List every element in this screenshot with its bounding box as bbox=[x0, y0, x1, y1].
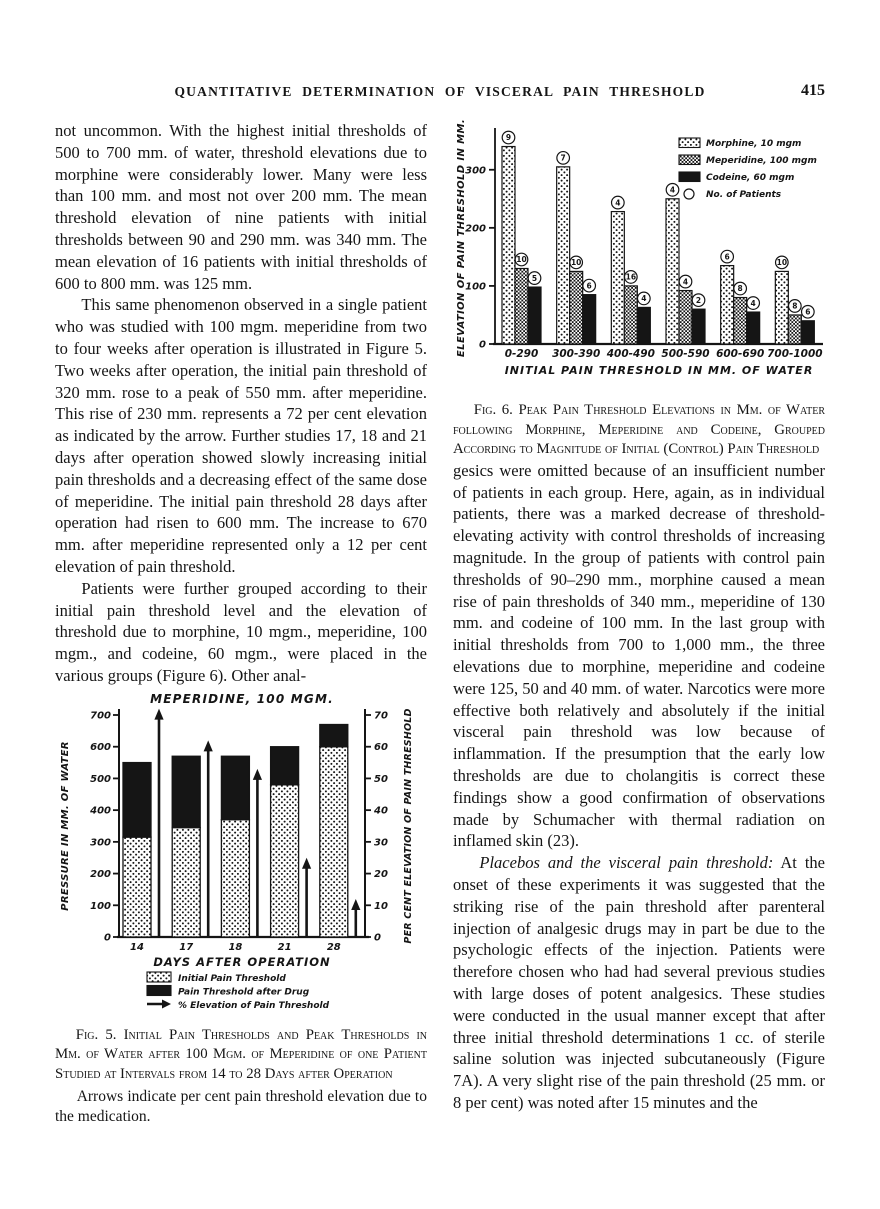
bar-threshold-after-drug bbox=[172, 756, 200, 827]
left-tick-label: 200 bbox=[90, 868, 111, 880]
right-tick-label: 50 bbox=[374, 773, 388, 785]
bar-meperidine bbox=[788, 315, 801, 344]
x-tick-label: 18 bbox=[228, 941, 243, 953]
bar-initial-threshold bbox=[221, 819, 249, 936]
x-tick-label: 500-590 bbox=[661, 348, 710, 360]
right-tick-label: 0 bbox=[374, 932, 381, 944]
bar-codeine bbox=[801, 321, 814, 344]
left-tick-label: 600 bbox=[90, 741, 111, 753]
fig5-title: MEPERIDINE, 100 MGM. bbox=[150, 691, 334, 706]
left-axis-label: PRESSURE IN MM. OF WATER bbox=[60, 740, 71, 911]
x-tick-label: 300-390 bbox=[552, 348, 601, 360]
bar-meperidine bbox=[515, 268, 528, 344]
x-axis-label: INITIAL PAIN THRESHOLD IN MM. OF WATER bbox=[504, 364, 814, 377]
fig5-svg bbox=[55, 691, 427, 1013]
n-patients-value: 4 bbox=[750, 298, 756, 308]
legend-swatch-initial bbox=[147, 972, 171, 982]
y-tick-label: 0 bbox=[479, 339, 486, 351]
legend-arrow-head bbox=[162, 999, 171, 1008]
figure-6 bbox=[453, 116, 825, 460]
page-header bbox=[55, 84, 825, 100]
fig6-caption: Fig. 6. Peak Pain Threshold Elevations in Mm. of Water following Morphine, Meperidine and Codeine, Grouped According to Magnitude of Initial (Control) Pain Threshold bbox=[453, 402, 825, 458]
right-tick-label: 60 bbox=[374, 741, 388, 753]
bar-initial-threshold bbox=[172, 827, 200, 936]
n-patients-value: 7 bbox=[560, 153, 566, 163]
n-patients-value: 16 bbox=[625, 272, 637, 282]
n-patients-value: 9 bbox=[505, 133, 512, 143]
x-tick-label: 400-490 bbox=[606, 348, 655, 360]
bar-codeine bbox=[583, 295, 596, 344]
n-patients-value: 10 bbox=[516, 255, 527, 265]
paragraph: Patients were further grouped according to their initial pain threshold level and the elevation of threshold due to morphine, 10 mgm., meperidine, 100 mgm., and codeine, 60 mgm., were placed in the various groups (Figure 6). Other anal- bbox=[55, 578, 427, 685]
n-patients-value: 10 bbox=[776, 258, 788, 268]
legend-label: No. of Patients bbox=[706, 190, 782, 200]
bar-threshold-after-drug bbox=[320, 724, 348, 746]
paragraph: not uncommon. With the highest initial thresholds of 500 to 700 mm. of water, threshold elevations due to morphine were considerably lower. Many were less than 100 mm. and most not over 200 mm. The mean threshold elevation of nine patients with initial thresholds between 90 and 290 mm. was 340 mm. The mean elevation of 16 patients with initial thresholds of 600 to 800 mm. was 125 mm. bbox=[55, 121, 427, 293]
legend-label: Meperidine, 100 mgm bbox=[706, 156, 817, 166]
left-tick-label: 400 bbox=[90, 805, 111, 817]
bar-morphine bbox=[611, 212, 624, 344]
italic-lead: Placebos and the visceral pain threshold: bbox=[479, 853, 774, 873]
fig6-svg bbox=[453, 116, 825, 388]
right-tick-label: 30 bbox=[374, 837, 388, 849]
n-patients-value: 8 bbox=[792, 301, 798, 311]
left-tick-label: 700 bbox=[90, 710, 111, 722]
paragraph-rest: At the onset of these experiments it was suggested that the striking rise of the pain threshold after parenteral injection of analgesic drugs may in part be due to the psychologic effects of the injection. Patients were therefore chosen who had had several previous studies with large doses of potent analgesics. These studies were conducted in the usual manner except that after three initial threshold determinations 1 cc. of sterile saline solution was injected subcutaneously (Figure 7A). A very slight rise of the pain threshold (25 mm. or 8 per cent) was noted after 15 minutes and the bbox=[453, 853, 826, 1112]
left-tick-label: 0 bbox=[104, 932, 111, 944]
fig5-chart bbox=[55, 691, 427, 1018]
bar-morphine bbox=[721, 266, 734, 344]
bar-threshold-after-drug bbox=[221, 756, 249, 819]
bar-morphine bbox=[502, 147, 515, 344]
arrow-head bbox=[154, 708, 163, 719]
legend-label: Pain Threshold after Drug bbox=[178, 987, 310, 998]
n-patients-value: 8 bbox=[737, 284, 743, 294]
n-patients-value: 5 bbox=[531, 273, 538, 283]
right-tick-label: 20 bbox=[374, 868, 388, 880]
legend-swatch bbox=[679, 172, 700, 182]
arrow-head bbox=[253, 769, 262, 780]
right-axis-label: PER CENT ELEVATION OF PAIN THRESHOLD bbox=[403, 708, 414, 944]
bar-meperidine bbox=[679, 291, 692, 344]
x-tick-label: 0-290 bbox=[504, 348, 539, 360]
right-tick-label: 70 bbox=[374, 710, 388, 722]
right-tick-label: 40 bbox=[374, 805, 388, 817]
legend-label: Morphine, 10 mgm bbox=[706, 139, 802, 149]
legend-swatch bbox=[679, 155, 700, 165]
bar-meperidine bbox=[734, 298, 747, 344]
bar-morphine bbox=[557, 167, 570, 344]
arrow-head bbox=[351, 899, 360, 910]
figure-5 bbox=[55, 691, 427, 1128]
legend-swatch bbox=[679, 138, 700, 148]
bar-initial-threshold bbox=[123, 837, 151, 937]
n-patients-value: 6 bbox=[805, 307, 811, 317]
x-tick-label: 17 bbox=[179, 941, 194, 953]
n-patients-value: 6 bbox=[724, 252, 730, 262]
right-column bbox=[453, 116, 825, 1114]
y-tick-label: 200 bbox=[465, 223, 486, 235]
bar-meperidine bbox=[624, 286, 637, 344]
paragraph bbox=[453, 852, 825, 1114]
left-column bbox=[55, 120, 427, 1128]
right-tick-label: 10 bbox=[374, 900, 388, 912]
bar-meperidine bbox=[570, 271, 583, 344]
n-patients-value: 4 bbox=[615, 198, 621, 208]
bar-codeine bbox=[747, 312, 760, 344]
arrow-head bbox=[204, 740, 213, 751]
running-head: QUANTITATIVE DETERMINATION OF VISCERAL PAIN THRESHOLD bbox=[174, 84, 706, 99]
bar-codeine bbox=[637, 307, 650, 344]
bar-morphine bbox=[666, 199, 679, 344]
x-tick-label: 21 bbox=[277, 941, 292, 953]
arrow-head bbox=[302, 857, 311, 868]
x-tick-label: 14 bbox=[130, 941, 144, 953]
page-number: 415 bbox=[801, 82, 825, 99]
bar-initial-threshold bbox=[320, 746, 348, 936]
n-patients-value: 4 bbox=[669, 185, 676, 195]
x-tick-label: 28 bbox=[326, 941, 341, 953]
n-patients-value: 10 bbox=[570, 258, 582, 268]
legend-swatch-after-drug bbox=[147, 985, 171, 995]
bar-threshold-after-drug bbox=[271, 746, 299, 784]
legend-label: Codeine, 60 mgm bbox=[706, 173, 795, 183]
bar-codeine bbox=[692, 309, 705, 344]
n-patients-value: 6 bbox=[586, 281, 592, 291]
y-tick-label: 100 bbox=[465, 281, 486, 293]
n-patients-value: 4 bbox=[641, 294, 647, 304]
paragraph: This same phenomenon observed in a single patient who was studied with 100 mgm. meperidine from two to four weeks after operation is illustrated in Figure 5. Two weeks after operation, the initial pain threshold of 320 mm. rose to a peak of 550 mm. after meperidine. This rise of 230 mm. represents a 72 per cent elevation as indicated by the arrow. Further studies 17, 18 and 21 days after operation showed slowly increasing initial pain thresholds and a decreasing effect of the same dose of meperidine. The initial pain threshold 28 days after operation had risen to 600 mm. The increase to 670 mm. after meperidine represented only a 12 per cent elevation of pain threshold. bbox=[55, 295, 427, 576]
left-tick-label: 300 bbox=[90, 837, 111, 849]
n-patients-value: 2 bbox=[695, 295, 702, 305]
fig5-note: Arrows indicate per cent pain threshold elevation due to the medication. bbox=[55, 1087, 427, 1125]
bar-morphine bbox=[775, 271, 788, 344]
paragraph: gesics were omitted because of an insufficient number of patients in each group. Here, again, as in individual patients, there was a marked decrease of threshold-elevating activity with control thresholds of increasing magnitude. In the group of patients with control pain thresholds of 90–290 mm., morphine caused a mean rise of pain thresholds of 340 mm., meperidine of 130 mm. and codeine of 100 mm. In the last group with initial thresholds from 700 to 1,000 mm., the three elevations due to morphine, meperidine and codeine were 125, 50 and 40 mm. of water. Narcotics were more effective both relatively and absolutely if the initial visceral pain threshold was low because of inflammation. If the presumption that the early low thresholds are due to cholangitis is correct these findings show a good confirmation of observations made by Schumacher with thermal radiation on inflamed skin (23). bbox=[453, 460, 825, 851]
x-axis-label: DAYS AFTER OPERATION bbox=[153, 954, 331, 969]
n-patients-value: 4 bbox=[682, 277, 689, 287]
y-tick-label: 300 bbox=[465, 165, 486, 177]
legend-label: Initial Pain Threshold bbox=[178, 973, 286, 984]
bar-initial-threshold bbox=[271, 784, 299, 936]
fig6-chart bbox=[453, 116, 825, 393]
legend-circle-icon bbox=[684, 189, 694, 199]
x-tick-label: 600-690 bbox=[716, 348, 765, 360]
left-tick-label: 500 bbox=[90, 773, 111, 785]
bar-codeine bbox=[528, 287, 541, 344]
fig5-caption: Fig. 5. Initial Pain Thresholds and Peak Thresholds in Mm. of Water after 100 Mgm. of Meperidine of one Patient Studied at Intervals from 14 to 28 Days after Operation bbox=[55, 1026, 427, 1082]
y-axis-label: ELEVATION OF PAIN THRESHOLD IN MM. bbox=[456, 118, 467, 358]
left-tick-label: 100 bbox=[90, 900, 111, 912]
x-tick-label: 700-1000 bbox=[767, 348, 823, 360]
bar-threshold-after-drug bbox=[123, 762, 151, 837]
legend-label: % Elevation of Pain Threshold bbox=[178, 1000, 330, 1011]
